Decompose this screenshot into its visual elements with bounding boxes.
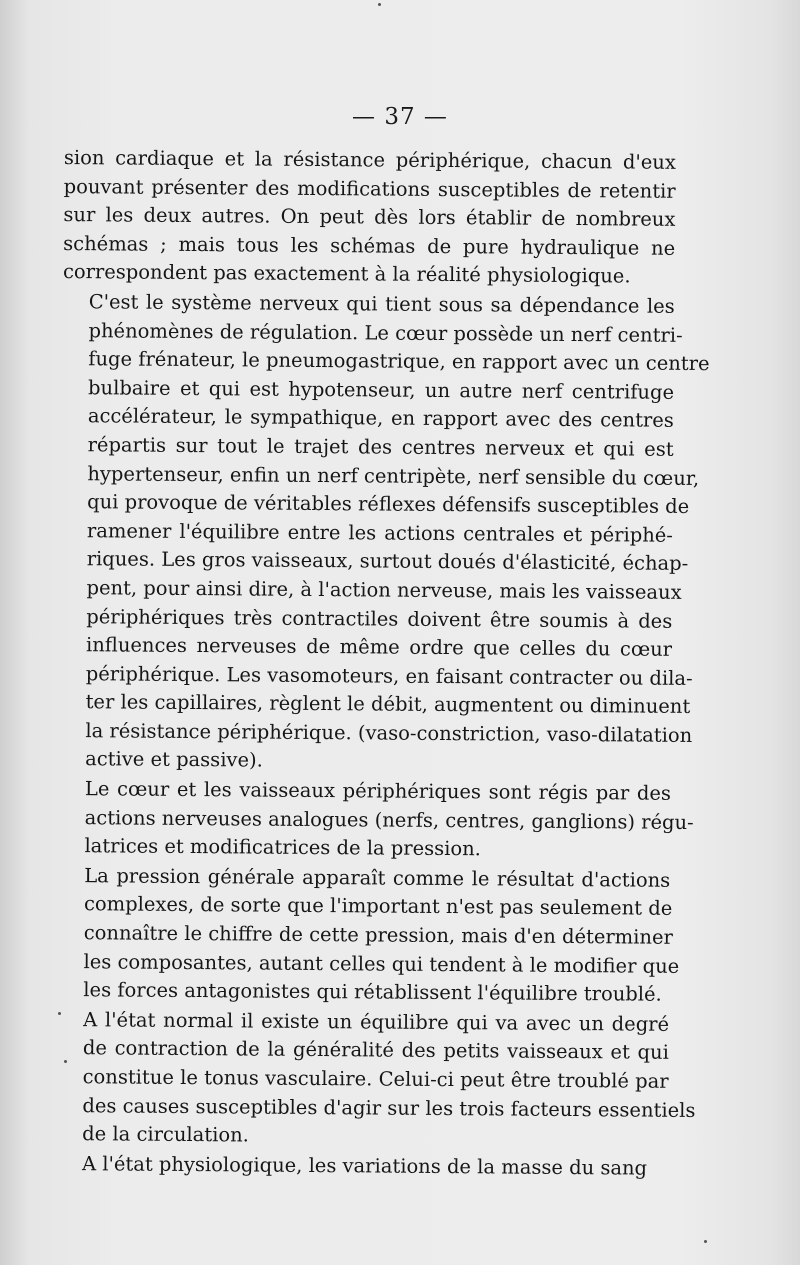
text-line: La pression générale apparaît comme le résultat d'actions [84, 864, 671, 892]
ink-speck [58, 1012, 61, 1015]
text-line: les forces antagonistes qui rétablissent l'équilibre troublé. [83, 978, 662, 1006]
text-line: répartis sur tout le trajet des centres nerveux et qui est [87, 433, 674, 461]
ink-speck [64, 1060, 67, 1063]
text-line: ramener l'équilibre entre les actions centrales et périphé- [86, 518, 674, 547]
text-line: correspondent pas exactement à la réalité physiologique. [62, 260, 631, 288]
text-line: connaître le chiffre de cette pression, mais d'en déterminer [83, 921, 673, 949]
text-line: A l'état physiologique, les variations de la masse du sang [81, 1151, 648, 1180]
body-text [56, 144, 710, 1184]
text-line: active et passive). [85, 747, 263, 773]
text-line: la résistance périphérique. (vaso-constriction, vaso-dilatation [85, 719, 693, 747]
ink-speck [378, 3, 381, 6]
paragraph [56, 1006, 696, 1154]
text-line: A l'état normal il existe un équilibre qui va avec un degré [83, 1007, 670, 1036]
text-line: phénomènes de régulation. Le cœur possède un nerf centri- [88, 318, 683, 347]
text-line: sion cardiaque et la résistance périphérique, chacun d'eux [63, 145, 676, 174]
text-line: latrices et modificatrices de la pression. [84, 834, 482, 861]
text-line: C'est le système nerveux qui tient sous sa dépendance les [88, 290, 675, 318]
text-line: ter les capillaires, règlent le débit, augmentent ou diminuent [85, 690, 691, 719]
text-line: actions nerveuses analogues (nerfs, centres, ganglions) régu- [84, 805, 694, 834]
ink-speck [704, 1240, 707, 1243]
paragraph [63, 144, 676, 292]
text-line: des causes susceptibles d'agir sur les trois facteurs essentiels [82, 1093, 696, 1122]
text-line: pent, pour ainsi dire, à l'action nerveuse, mais les vaisseaux [86, 576, 682, 604]
text-line: les composantes, autant celles qui tendent à le modifier que [83, 949, 680, 978]
paragraph [57, 862, 680, 1010]
text-line: accélérateur, le sympathique, en rapport avec des centres [87, 404, 674, 433]
text-line: fuge frénateur, le pneumogastrique, en rapport avec un centre [88, 347, 710, 376]
text-line: qui provoque de véritables réflexes défensifs susceptibles de [87, 490, 690, 519]
text-line: sur les deux autres. On peut dès lors établir de nombreux [63, 203, 676, 231]
text-line: périphériques très contractiles doivent être soumis à des [86, 604, 673, 633]
page-number: — 37 — [352, 104, 448, 130]
paragraph [56, 1150, 668, 1183]
text-line: pouvant présenter des modifications susceptibles de retentir [63, 174, 676, 203]
text-line: de la circulation. [82, 1122, 249, 1147]
paragraph [59, 288, 710, 779]
text-line: constitue le tonus vasculaire. Celui-ci peut être troublé par [82, 1065, 669, 1093]
text-line: Le cœur et les vaisseaux périphériques sont régis par des [84, 777, 672, 805]
text-line: hypertenseur, enfin un nerf centripète, nerf sensible du cœur, [87, 461, 700, 490]
text-line: riques. Les gros vaisseaux, surtout doués d'élasticité, échap- [86, 547, 689, 576]
text-line: de contraction de la généralité des petits vaisseaux et qui [82, 1036, 669, 1065]
paragraph [58, 775, 694, 866]
text-line: bulbaire et qui est hypotenseur, un autre nerf centrifuge [87, 375, 675, 404]
text-line: schémas ; mais tous les schémas de pure hydraulique ne [63, 231, 676, 260]
text-line: complexes, de sorte que l'important n'est pas seulement de [83, 892, 673, 921]
text-line: influences nerveuses de même ordre que celles du cœur [85, 633, 673, 661]
text-line: périphérique. Les vasomoteurs, en faisant contracter ou dila- [85, 661, 693, 690]
